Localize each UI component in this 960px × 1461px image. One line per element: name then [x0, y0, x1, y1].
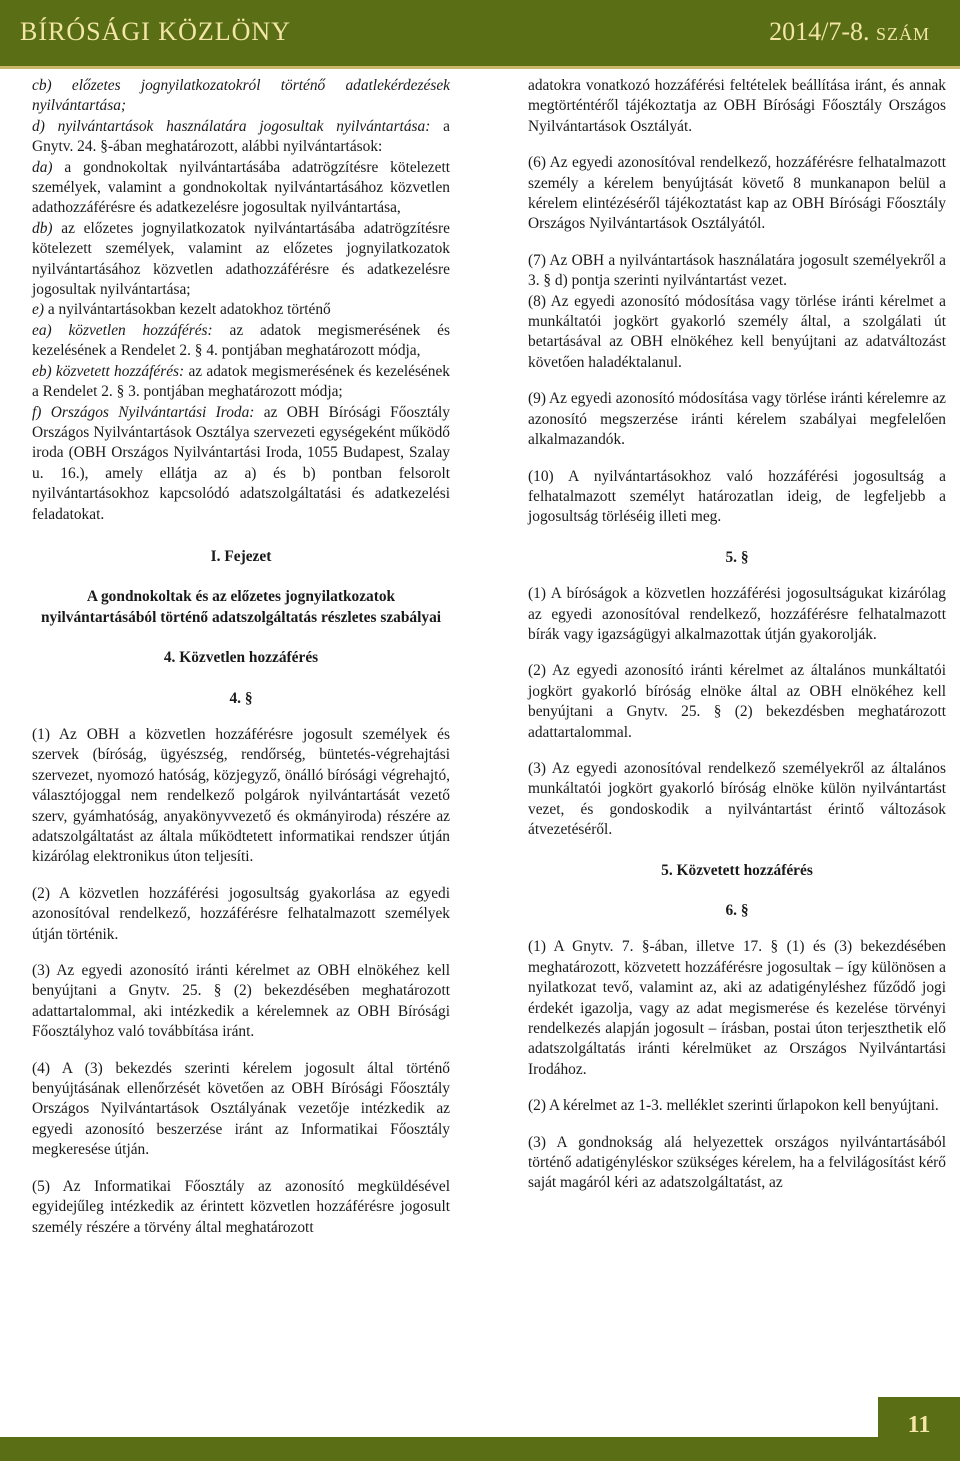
page-header	[0, 0, 960, 69]
item-d-text: d) nyilvántartások használatára jogosultak nyilvántartása:	[32, 117, 431, 135]
s6-p3: (3) A gondnokság alá helyezettek országos nyilvántartásából történő adatigényléskor szükséges kérelem, ha a felvilágosítást kérő saját magáról kéri az adatszolgáltatást, az	[528, 1133, 946, 1192]
section-5-title: 5. Közvetett hozzáférés	[661, 861, 813, 879]
page-number: 11	[878, 1397, 960, 1461]
s4-p10: (10) A nyilvántartásokhoz való hozzáférési jogosultság a felhatalmazott személyt határozatlan ideig, de legfeljebb a jogosultság törléséig illeti meg.	[528, 467, 946, 526]
item-da	[32, 158, 450, 219]
item-f-text: az OBH Bírósági Főosztály Országos Nyilvántartások Osztálya szervezeti egységeként működő iroda (OBH Országos Nyilvántartási Iroda, 1055 Budapest, Szalay u. 16.), amely ellátja az a) és b) pontban felsorolt nyilvántartásokhoz kapcsolódó adatszolgáltatási és adatkezelési feladatokat.	[32, 403, 450, 523]
item-e	[32, 300, 450, 320]
item-da-text: a gondnokoltak nyilvántartásába adatrögzítésre kötelezett személyek, valamint a gondnokoltak nyilvántartásához közvetlen adathozzáférésre és adatkezelésre jogosultak nyilvántartása,	[32, 158, 450, 217]
item-db-label: db)	[32, 219, 53, 237]
item-eb-label: eb) közvetett hozzáférés:	[32, 362, 185, 380]
issue-suffix: SZÁM	[875, 24, 930, 44]
chapter-heading: I. Fejezet	[210, 547, 272, 565]
section-4-title: 4. Közvetlen hozzáférés	[163, 649, 319, 667]
s6-p1: (1) A Gnytv. 7. §-ában, illetve 17. § (1) és (3) bekezdésében meghatározott, közvetett hozzáférésre jogosultak – így különösen a nyilatkozat tevő, valamint az, aki az adatigényléshez fűződő jogi érdekét igazolja, vagy az adat megismerése és kezelése törvényi rendelkezés alapján jogosult – írásban, postai úton terjeszthetik elő adatszolgáltatás iránti kérelmüket az Országos Nyilvántartási Irodához.	[528, 938, 946, 1078]
publication-title: BÍRÓSÁGI KÖZLÖNY	[20, 17, 291, 46]
s4-p9: (9) Az egyedi azonosító módosítása vagy törlése iránti kérelemre az azonosító megszerzése iránti kérelem szabályai megfelelően alkalmazandók.	[528, 390, 946, 449]
s4-p7: (7) Az OBH a nyilvántartások használatára jogosult személyekről a 3. § d) pontja szerinti nyilvántartást vezet.	[528, 251, 946, 290]
issue-main: 2014/7-8.	[769, 17, 870, 46]
paragraph-4-title: 4. §	[229, 689, 253, 707]
s4-p5-continued: adatokra vonatkozó hozzáférési feltételek beállítása iránt, és annak megtörténtéről tájékoztatja az OBH Bírósági Főosztály Országos Nyilvántartások Osztályát.	[528, 77, 946, 135]
paragraph-6-title: 6. §	[725, 902, 749, 919]
s5-p3: (3) Az egyedi azonosítóval rendelkező személyekről az általános munkáltatói jogkört gyakorló bíróság elnöke külön nyilvántartást vezet, és gondoskodik a nyilvántartást érintő változások átvezetéséről.	[528, 759, 946, 839]
s4-p1: (1) Az OBH a közvetlen hozzáférésre jogosult személyek és szervek (bíróság, ügyészség, rendőrség, büntetés-végrehajtási szervezet, nyomozó hatóság, közjegyző, önálló bírósági végrehajtó, választójoggal nem rendelkező polgárok nyilvántartását vezető szerv, gyámhatóság, anyakönyvvezető és okmányiroda) részére az adatszolgáltatást az általa működtetett informatikai rendszer útján kizárólag elektronikus úton teljesíti.	[32, 725, 450, 866]
item-cb	[32, 76, 450, 117]
item-eb-text: az adatok megismerésének és kezelésének a Rendelet 2. § 3. pontjában meghatározott módja;	[32, 362, 450, 401]
item-ea-label: ea) közvetlen hozzáférés:	[32, 321, 213, 339]
item-cb-label: cb)	[32, 77, 52, 94]
s4-p2: (2) A közvetlen hozzáférési jogosultság gyakorlása az egyedi azonosítóval rendelkező, hozzáférésre felhatalmazott személyek útján történik.	[32, 884, 450, 943]
item-ea	[32, 321, 450, 362]
s5-p1: (1) A bíróságok a közvetlen hozzáférési jogosultságukat kizárólag az egyedi azonosítóval rendelkező, hozzáférésre felhatalmazott bírák vagy igazságügyi alkalmazottak útján gyakorolják.	[528, 585, 946, 643]
left-column	[32, 76, 450, 1238]
s6-p2: (2) A kérelmet az 1-3. melléklet szerinti űrlapokon kell benyújtani.	[528, 1097, 939, 1115]
s4-p5: (5) Az Informatikai Főosztály az azonosító megküldésével egyidejűleg intézkedik az érintett közvetlen hozzáférésre jogosult személy részére a törvény által meghatározott	[32, 1177, 450, 1236]
footer-bar	[0, 1437, 960, 1461]
paragraph-5-title: 5. §	[725, 548, 749, 566]
s4-p6: (6) Az egyedi azonosítóval rendelkező, hozzáférésre felhatalmazott személy a kérelem benyújtását követő 8 munkanapon belül a kérelem elintézéséről tájékoztatást kap az OBH Bírósági Főosztály Országos Nyilvántartások Osztályától.	[528, 154, 946, 233]
item-db	[32, 219, 450, 301]
s4-p3: (3) Az egyedi azonosító iránti kérelmet az OBH elnökéhez kell benyújtani a Gnytv. 25. § (2) bekezdésében meghatározott adattartalommal, aki intézkedik a kérelemnek az OBH Bírósági Főosztályhoz való továbbítása iránt.	[32, 962, 450, 1041]
item-d	[32, 117, 450, 158]
item-d-cont: a Gnytv. 24. §-ában meghatározott, alábbi nyilvántartások:	[32, 117, 450, 156]
item-eb	[32, 362, 450, 403]
item-ea-text: az adatok megismerésének és kezelésének a Rendelet 2. § 4. pontjában meghatározott módja,	[32, 321, 450, 360]
item-da-label: da)	[32, 158, 53, 176]
item-f-label: f) Országos Nyilvántartási Iroda:	[32, 403, 255, 421]
right-column	[528, 76, 946, 1194]
s4-p4: (4) A (3) bekezdés szerinti kérelem jogosult által történő benyújtásának ellenőrzését követően az OBH Bírósági Főosztály Országos Nyilvántartások Osztályának vezetője intézkedik az egyedi azonosító beszerzése iránt az Informatikai Főosztály megkeresése útján.	[32, 1059, 450, 1159]
item-e-label: e)	[32, 301, 44, 319]
s5-p2: (2) Az egyedi azonosító iránti kérelmet az általános munkáltatói jogkört gyakorló bíróság elnöke által az OBH elnökéhez kell benyújtani a Gnytv. 25. § (2) bekezdésben meghatározott adattartalommal.	[528, 662, 946, 741]
s4-p8: (8) Az egyedi azonosító módosítása vagy törlése iránti kérelmet a munkáltatói jogkört gyakorló személy által, a szolgálati út betartásával az OBH elnökéhez kell benyújtani az adatváltozást követően haladéktalanul.	[528, 292, 946, 371]
chapter-title: A gondnokoltak és az előzetes jognyilatkozatok nyilvántartásából történő adatszolgáltatás részletes szabályai	[40, 588, 442, 626]
issue-number	[769, 17, 930, 47]
item-db-text: az előzetes jognyilatkozatok nyilvántartásába adatrögzítésre kötelezett személyek, valamint az előzetes jognyilatkozatok nyilvántartásához közvetlen adathozzáférésre és adatkezelésre jogosultak nyilvántartása;	[32, 219, 450, 299]
item-cb-text: előzetes jognyilatkozatokról történő adatlekérdezések nyilvántartása;	[32, 77, 450, 115]
item-f	[32, 403, 450, 525]
item-e-text: a nyilvántartásokban kezelt adatokhoz történő	[47, 301, 331, 319]
